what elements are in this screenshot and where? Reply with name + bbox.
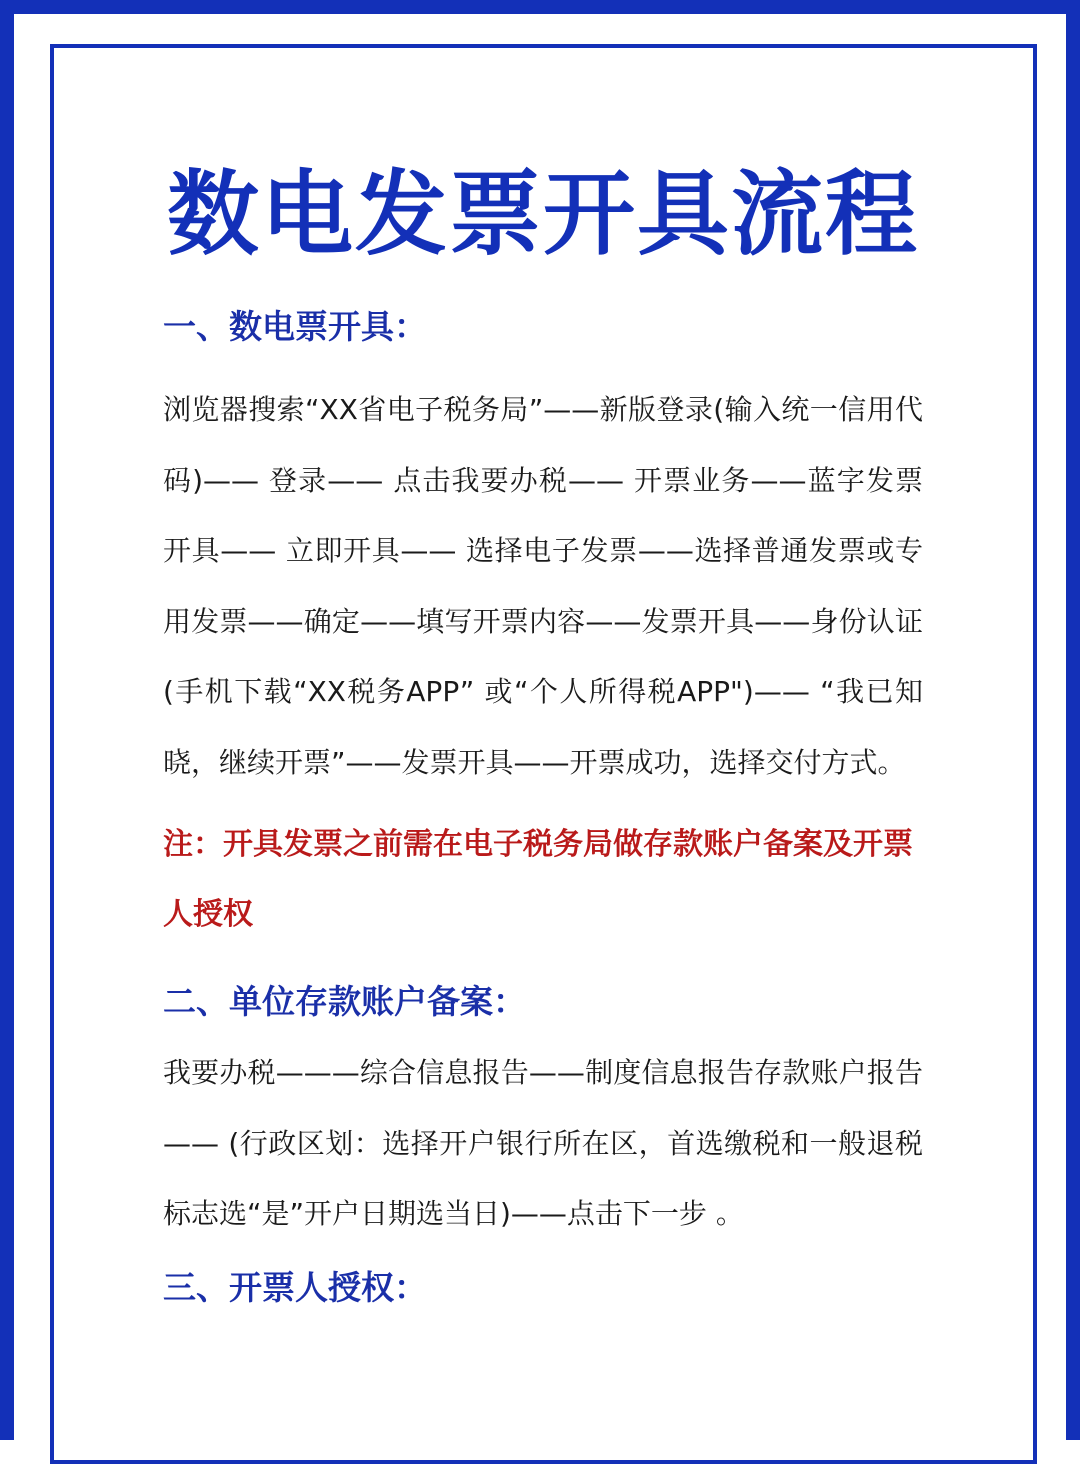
- document-content: [163, 160, 923, 1308]
- section-heading-1: 一、数电票开具：: [163, 307, 427, 346]
- section-body-2: 我要办税———综合信息报告——制度信息报告存款账户报告—— (行政区划：选择开户银行所在区，首选缴税和一般退税标志选“是”开户日期选当日)——点击下一步 。: [163, 1056, 923, 1230]
- page-title: 数电发票开具流程: [166, 161, 919, 268]
- section-heading-3: 三、开票人授权：: [163, 1267, 427, 1307]
- section-heading-2: 二、单位存款账户备案：: [163, 982, 526, 1021]
- section-body-1: 浏览器搜索“XX省电子税务局”——新版登录(输入统一信用代码)—— 登录—— 点击我要办税—— 开票业务——蓝字发票开具—— 立即开具—— 选择电子发票——选择普通发票或专用发票——确定——填写开票内容——发票开具——身份认证(手机下载“XX税务APP” 或“个人所得税APP")—— “我已知晓，继续开票”——发票开具——开票成功，选择交付方式。: [163, 393, 923, 779]
- section-note-1: 注：开具发票之前需在电子税务局做存款账户备案及开票人授权: [163, 827, 913, 932]
